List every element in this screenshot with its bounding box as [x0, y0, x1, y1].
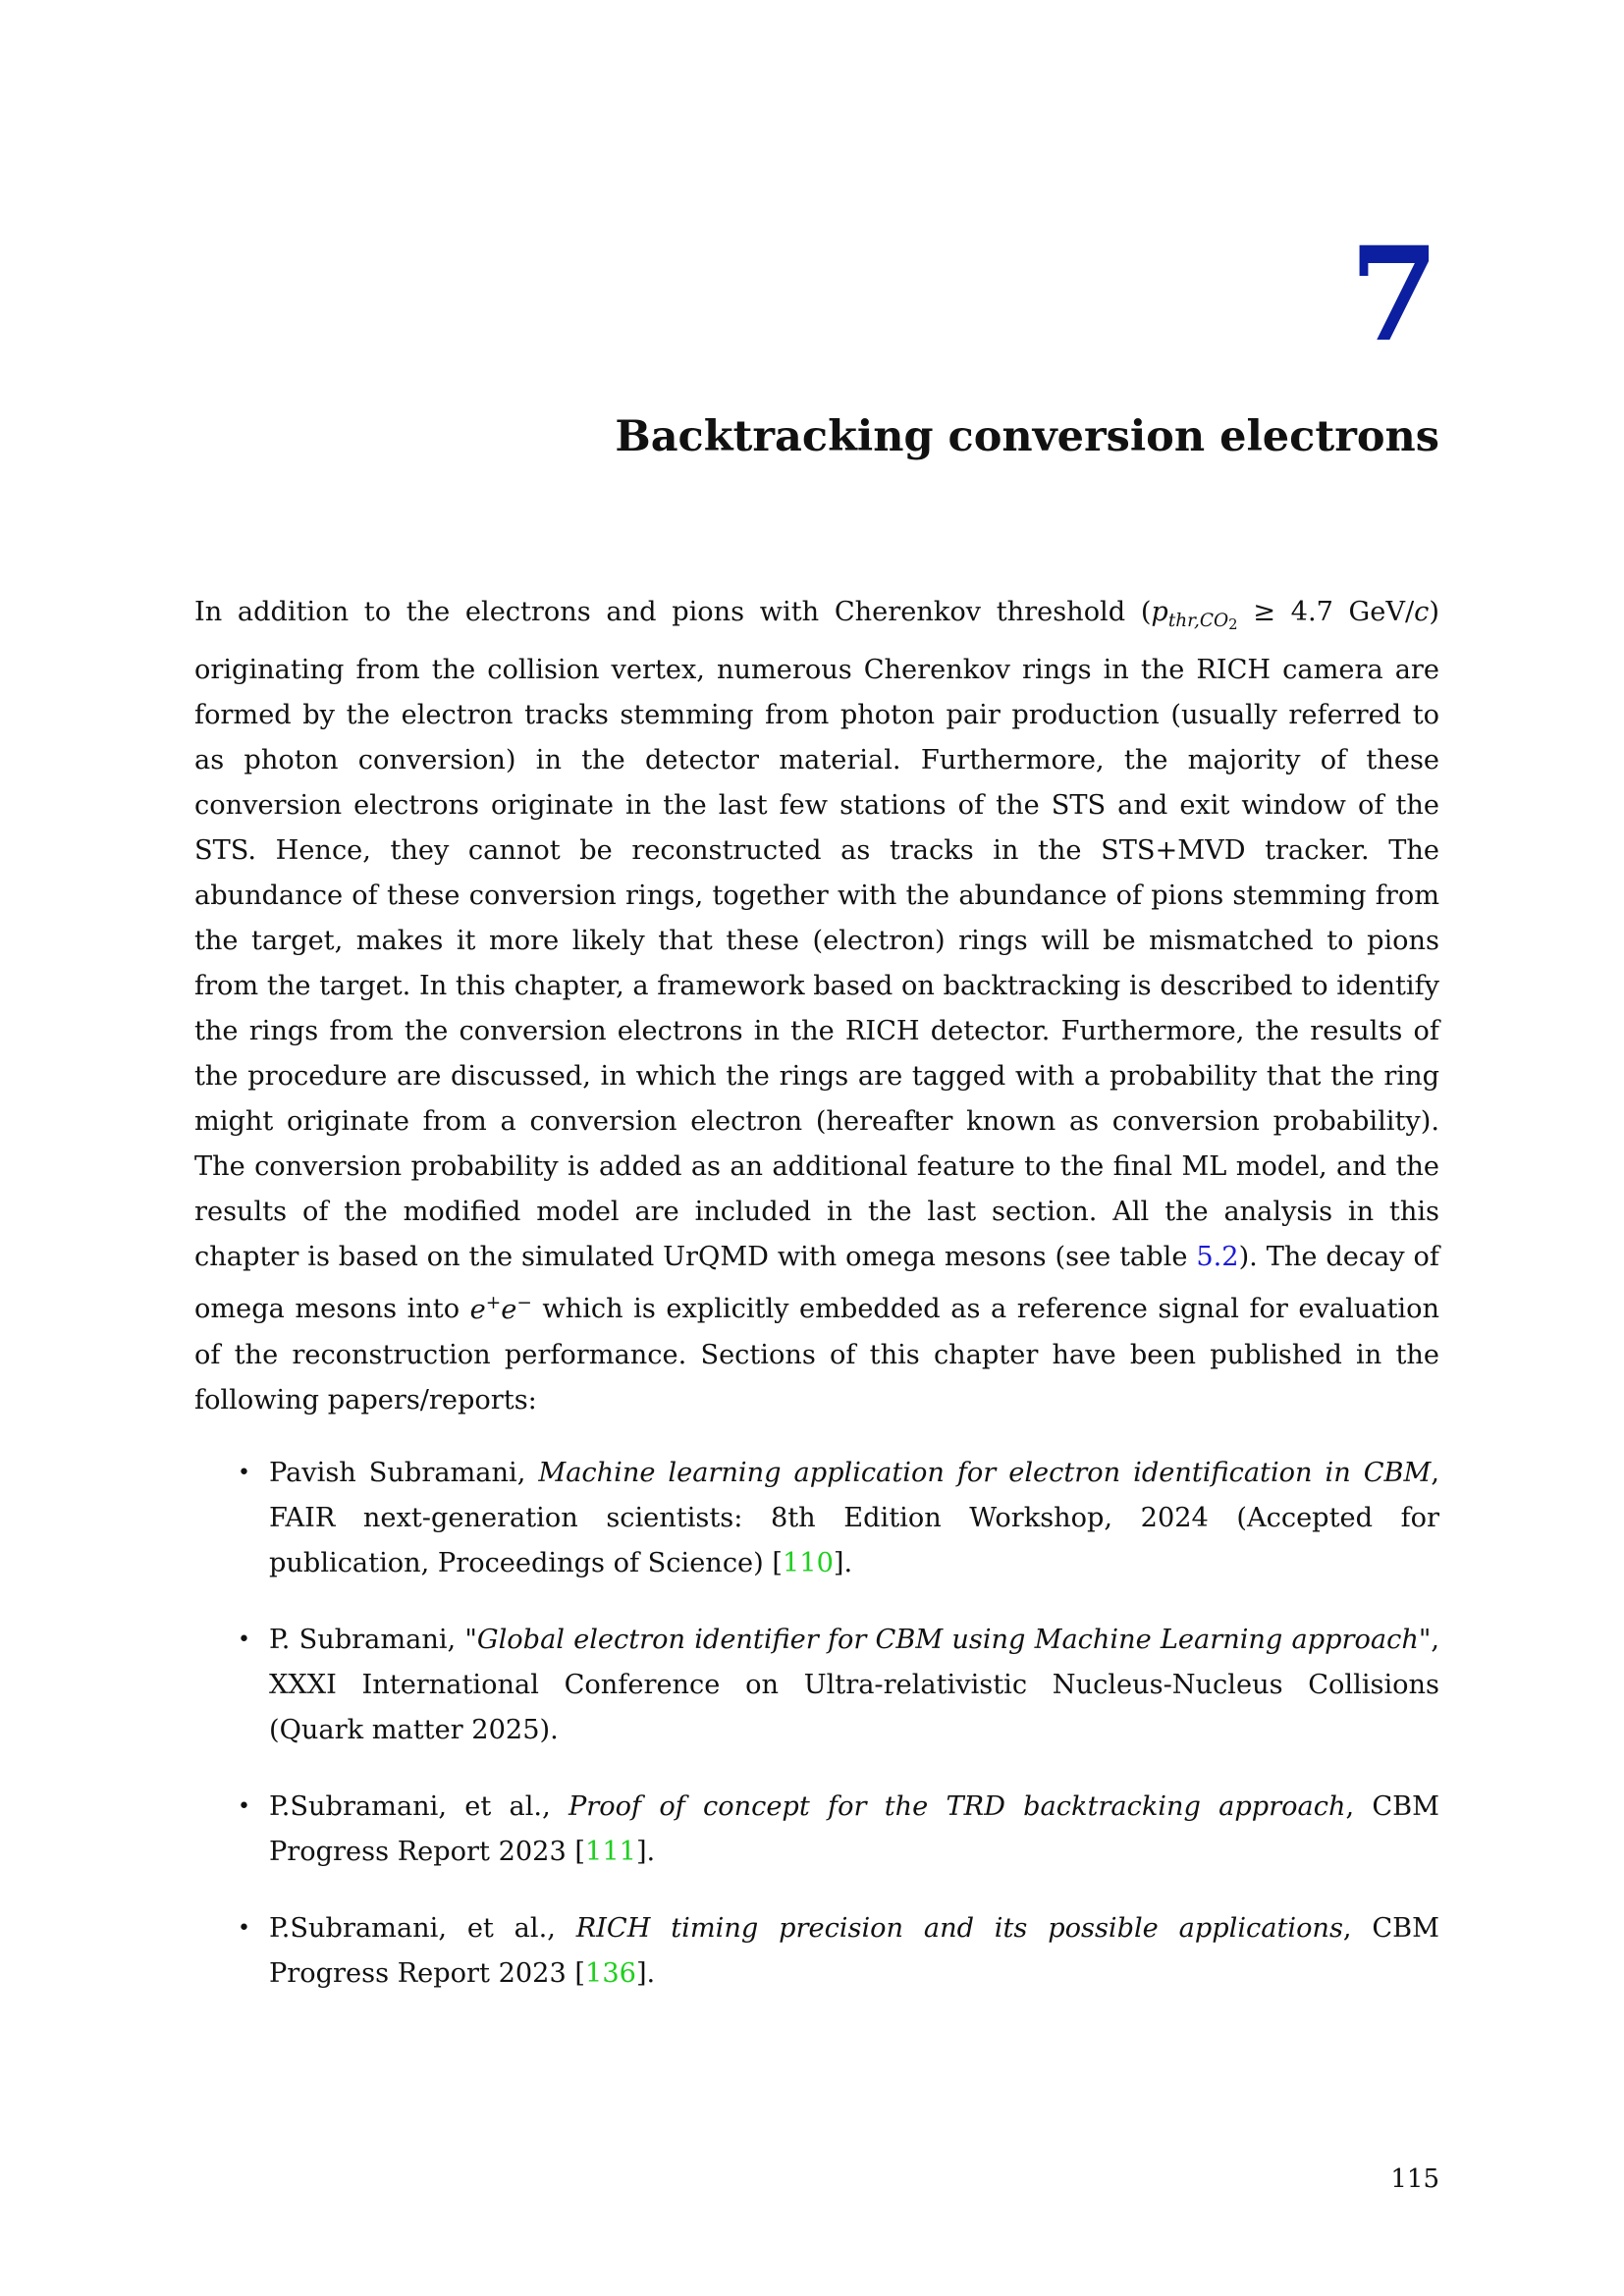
- publication-end: ].: [635, 1957, 656, 1989]
- bullet-icon: •: [238, 1915, 250, 1941]
- bullet-icon: •: [238, 1627, 250, 1652]
- publication-end: ].: [635, 1836, 656, 1867]
- momentum-subscript-main: thr,CO: [1167, 611, 1229, 632]
- electron-symbol-minus: e: [501, 1294, 517, 1325]
- citation-link[interactable]: 111: [585, 1836, 636, 1867]
- momentum-subscript: [1167, 611, 1238, 634]
- threshold-formula: [1151, 597, 1430, 634]
- table-reference-link[interactable]: 5.2: [1196, 1242, 1239, 1273]
- publication-title: RICH timing precision and its possible applications: [575, 1912, 1343, 1944]
- publication-details: , XXXI International Conference on Ultra-relativistic Nucleus-Nucleus Collisions (Quark matter 2025).: [269, 1624, 1439, 1745]
- electron-symbol-plus: e: [469, 1294, 486, 1325]
- publication-author: P.Subramani, et al.,: [269, 1790, 568, 1822]
- page-number: 115: [1390, 2164, 1439, 2194]
- publication-item: [194, 1906, 1439, 1997]
- intro-text-2: ) originating from the collision vertex, numerous Cherenkov rings in the RICH camera are formed by the electron tracks stemming from photon pair production (usually referred to as photon conversion) in the detector material. Furthermore, the majority of these conversion electrons originate in the last few stations of the STS and exit window of the STS. Hence, they cannot be reconstructed as tracks in the STS+MVD tracker. The abundance of these conversion rings, together with the abundance of pions stemming from the target, makes it more likely that these (electron) rings will be mismatched to pions from the target. In this chapter, a framework based on backtracking is described to identify the rings from the conversion electrons in the RICH detector. Furthermore, the results of the procedure are discussed, in which the rings are tagged with a probability that the ring might originate from a conversion electron (hereafter known as conversion probability). The conversion probability is added as an additional feature to the final ML model, and the results of the modified model are included in the last section. All the analysis in this chapter is based on the simulated UrQMD with omega mesons (see table: [194, 597, 1439, 1273]
- minus-superscript: −: [516, 1292, 532, 1313]
- publication-details: , CBM Progress Report 2023 [: [269, 1912, 1439, 1989]
- citation-link[interactable]: 136: [585, 1957, 636, 1989]
- bullet-icon: •: [238, 1460, 250, 1485]
- publication-title: Machine learning application for electron identification in CBM: [538, 1457, 1432, 1488]
- citation-link[interactable]: 110: [783, 1547, 834, 1578]
- electron-pair-formula: [469, 1292, 532, 1325]
- plus-superscript: +: [485, 1292, 502, 1313]
- bullet-icon: •: [238, 1793, 250, 1819]
- publication-details: , CBM Progress Report 2023 [: [269, 1790, 1440, 1867]
- publication-author: P. Subramani,: [269, 1624, 465, 1655]
- publication-item: [194, 1451, 1439, 1586]
- speed-of-light-symbol: c: [1414, 597, 1430, 627]
- publication-item: [194, 1785, 1439, 1875]
- intro-text-1: In addition to the electrons and pions with Cherenkov threshold (: [194, 597, 1152, 627]
- publication-end: ].: [833, 1547, 853, 1578]
- publication-details: , FAIR next-generation scientists: 8th Edition Workshop, 2024 (Accepted for publication, Proceedings of Science) [: [269, 1457, 1439, 1578]
- threshold-value: 4.7 GeV/: [1290, 597, 1415, 627]
- momentum-subscript-two: 2: [1228, 616, 1238, 634]
- publication-title: "Global electron identifier for CBM using Machine Learning approach": [464, 1624, 1432, 1655]
- chapter-title: Backtracking conversion electrons: [615, 412, 1439, 461]
- publication-list: [194, 1451, 1439, 1997]
- publication-author: Pavish Subramani,: [269, 1457, 539, 1488]
- intro-paragraph: [194, 590, 1439, 1423]
- intro-text-3: ). The decay of omega mesons into: [194, 1242, 1439, 1325]
- publication-author: P.Subramani, et al.,: [269, 1912, 576, 1944]
- ge-symbol: ≥: [1237, 597, 1291, 627]
- publication-title: Proof of concept for the TRD backtracking approach: [568, 1790, 1346, 1822]
- chapter-number: 7: [1349, 219, 1439, 371]
- publication-item: [194, 1618, 1439, 1753]
- momentum-symbol: p: [1151, 597, 1168, 627]
- intro-text-4: which is explicitly embedded as a reference signal for evaluation of the reconstruction performance. Sections of this chapter have been published in the following papers/reports:: [194, 1294, 1440, 1415]
- chapter-body: [194, 590, 1439, 2028]
